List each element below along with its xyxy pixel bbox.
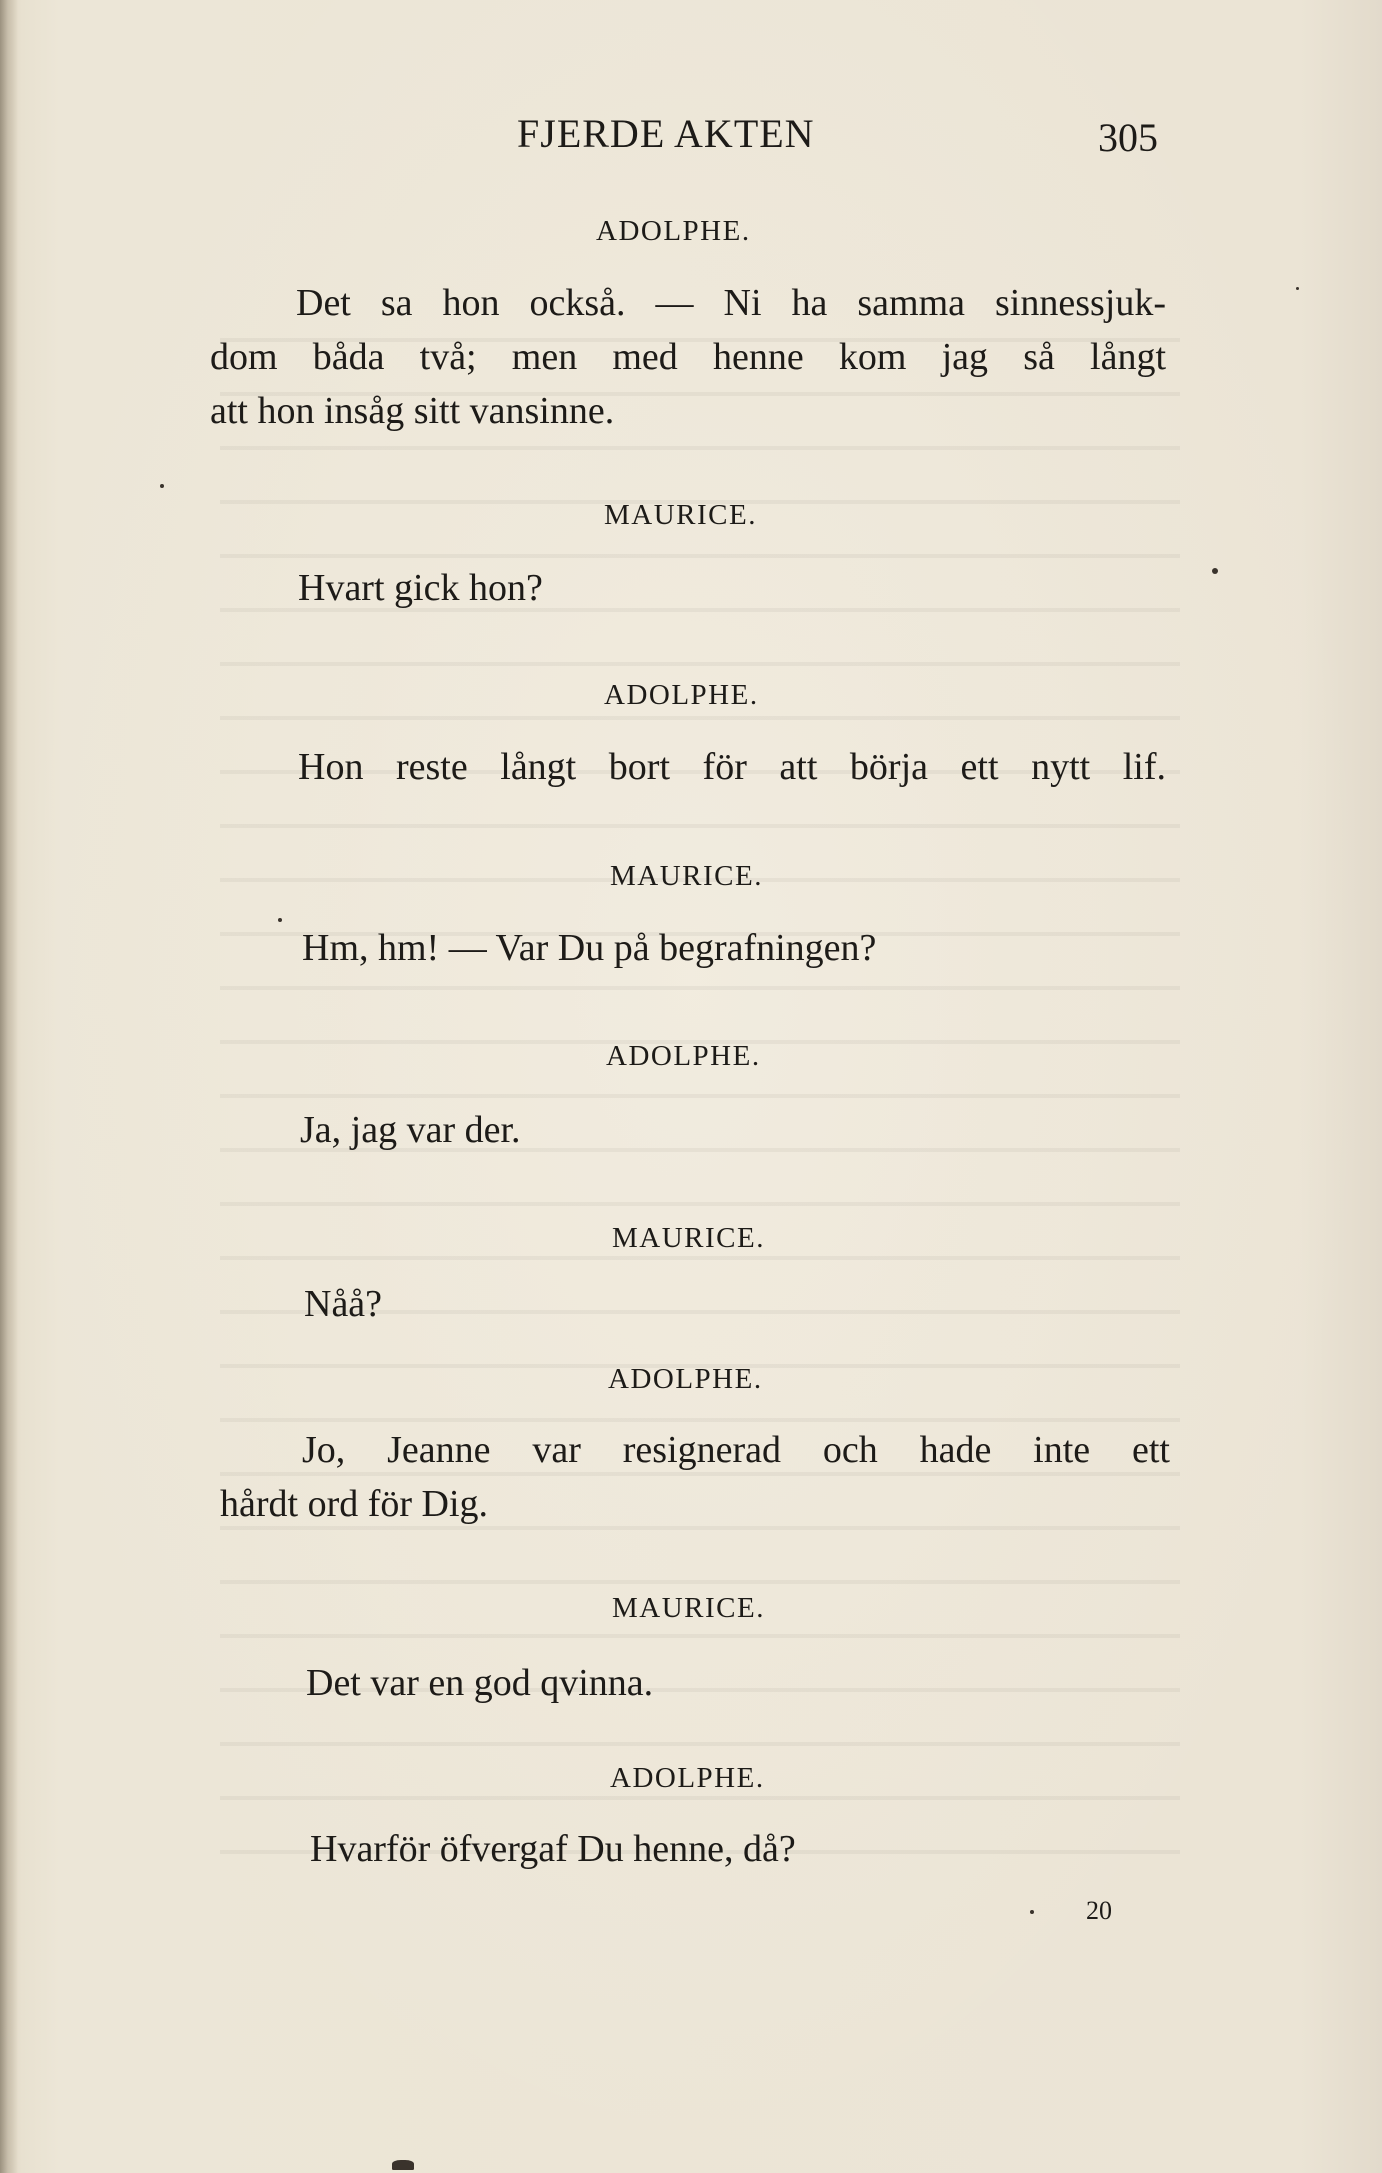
ink-speck — [1296, 287, 1299, 290]
dialogue-line: Hvarför öfvergaf Du henne, då? — [310, 1828, 796, 1870]
dialogue-line: dom båda två; men med henne kom jag så långt — [210, 336, 1166, 378]
page-gutter-shadow — [0, 0, 18, 2173]
speaker-label: MAURICE. — [612, 1592, 765, 1624]
ink-speck — [278, 918, 282, 922]
speaker-label: MAURICE. — [612, 1222, 765, 1254]
speaker-label: ADOLPHE. — [610, 1762, 765, 1794]
speaker-label: ADOLPHE. — [604, 679, 759, 711]
dialogue-line: hårdt ord för Dig. — [220, 1483, 489, 1525]
dialogue-line: Hm, hm! — Var Du på begrafningen? — [302, 927, 877, 969]
dialogue-line: Hon reste långt bort för att börja ett nytt lif. — [298, 746, 1166, 788]
dialogue-line: Ja, jag var der. — [300, 1109, 521, 1151]
running-title: FJERDE AKTEN — [517, 111, 815, 156]
dialogue-line: Jo, Jeanne var resignerad och hade inte ett — [302, 1429, 1170, 1471]
ink-speck — [1030, 1910, 1034, 1914]
dialogue-line: Nåå? — [304, 1283, 383, 1325]
speaker-label: MAURICE. — [610, 860, 763, 892]
ink-speck — [1212, 568, 1218, 574]
speaker-label: ADOLPHE. — [596, 215, 751, 247]
speaker-label: ADOLPHE. — [608, 1363, 763, 1395]
ink-speck — [392, 2160, 414, 2170]
signature-mark: 20 — [1086, 1896, 1112, 1925]
dialogue-line: att hon insåg sitt vansinne. — [210, 390, 615, 432]
dialogue-line: Hvart gick hon? — [298, 567, 543, 609]
show-through-texture — [220, 300, 1180, 1900]
dialogue-line: Det var en god qvinna. — [306, 1662, 654, 1704]
speaker-label: ADOLPHE. — [606, 1040, 761, 1072]
speaker-label: MAURICE. — [604, 499, 757, 531]
ink-speck — [160, 484, 164, 488]
dialogue-line: Det sa hon också. — Ni ha samma sinnessjuk- — [296, 282, 1166, 324]
page-number: 305 — [1098, 115, 1158, 160]
